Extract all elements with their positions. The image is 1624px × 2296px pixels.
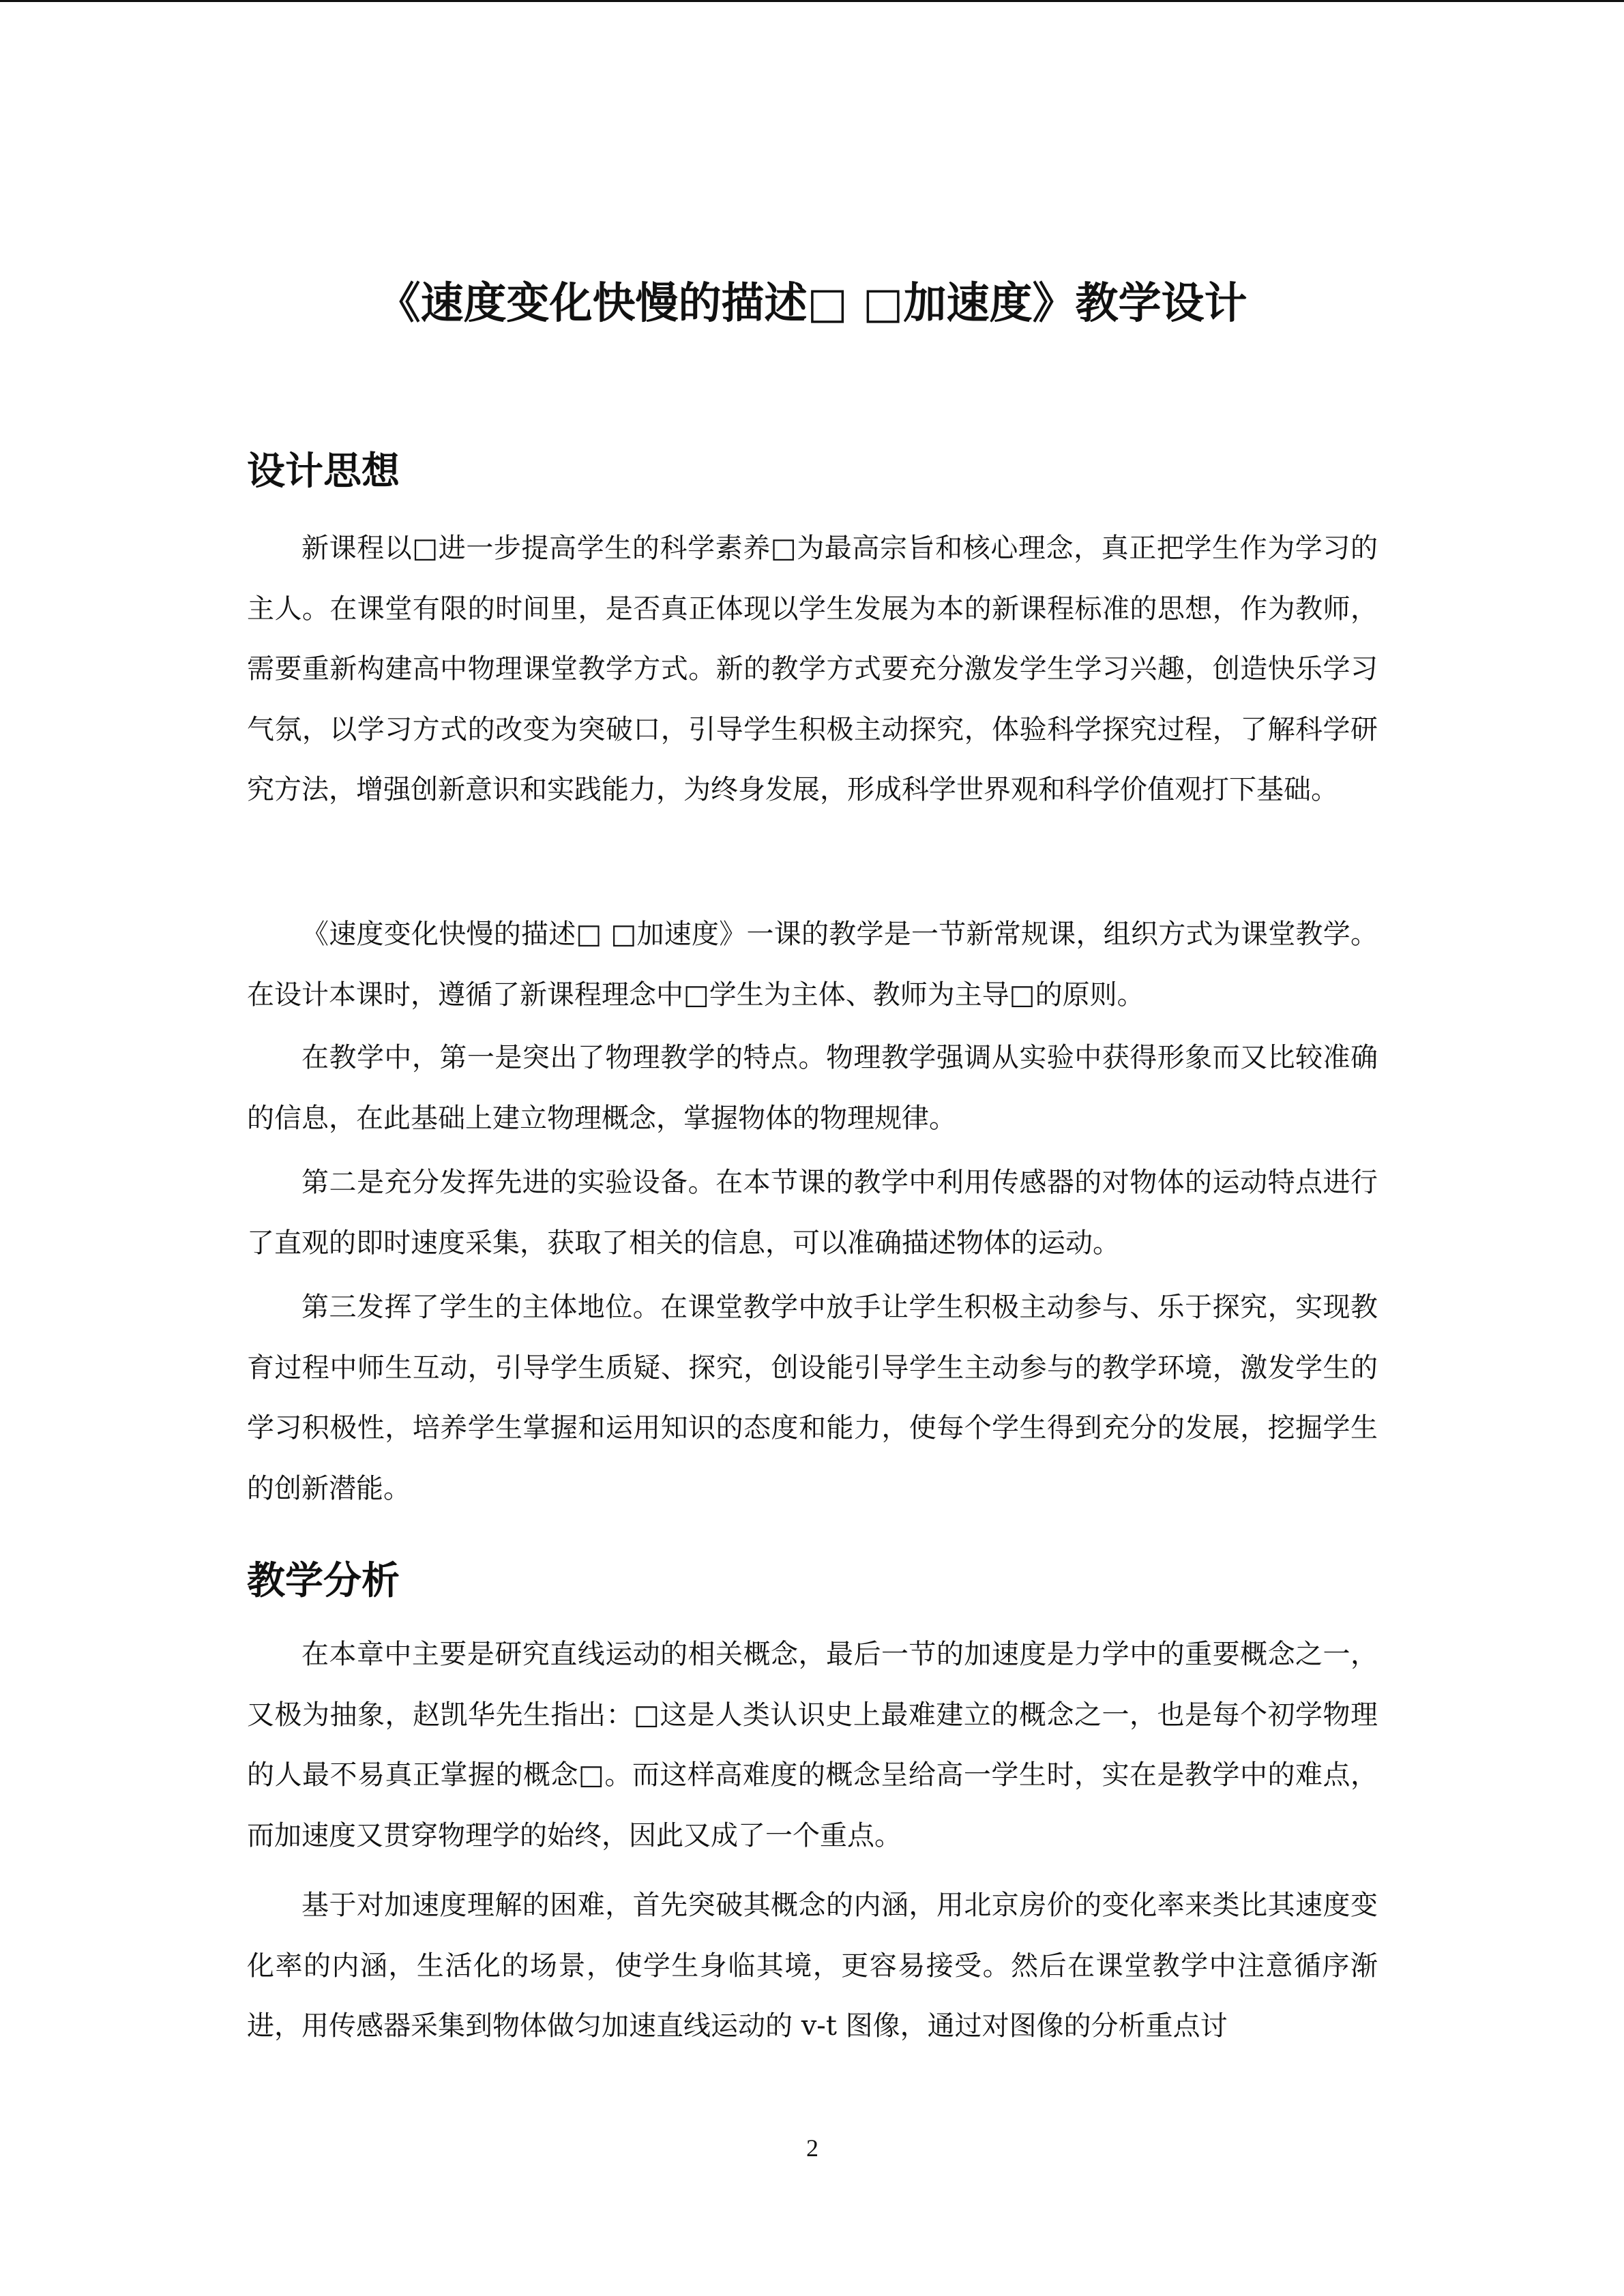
paragraph: 新课程以□进一步提高学生的科学素养□为最高宗旨和核心理念，真正把学生作为学习的主人。在课堂有限的时间里，是否真正体现以学生发展为本的新课程标准的思想，作为教师，需要重新构建高中物理课堂教学方式。新的教学方式要充分激发学生学习兴趣，创造快乐学习气氛，以学习方式的改变为突破口，引导学生积极主动探究，体验科学探究过程，了解科学研究方法，增强创新意识和实践能力，为终身发展，形成科学世界观和科学价值观打下基础。: [247, 533, 1378, 806]
paragraph: 《速度变化快慢的描述□ □加速度》一课的教学是一节新常规课，组织方式为课堂教学。在设计本课时，遵循了新课程理念中□学生为主体、教师为主导□的原则。: [247, 919, 1378, 1011]
page-number: 2: [806, 2134, 818, 2162]
paragraph: 第三发挥了学生的主体地位。在课堂教学中放手让学生积极主动参与、乐于探究，实现教育过程中师生互动，引导学生质疑、探究，创设能引导学生主动参与的教学环境，激发学生的学习积极性，培养学生掌握和运用知识的态度和能力，使每个学生得到充分的发展，挖掘学生的创新潜能。: [247, 1292, 1378, 1504]
top-border-line: [0, 0, 1624, 2]
paragraph: 在教学中，第一是突出了物理教学的特点。物理教学强调从实验中获得形象而又比较准确的信息，在此基础上建立物理概念，掌握物体的物理规律。: [247, 1042, 1378, 1134]
section-heading-teaching-analysis: 教学分析: [247, 1559, 400, 1603]
document-title: 《速度变化快慢的描述□ □加速度》教学设计: [377, 278, 1247, 328]
paragraph: 在本章中主要是研究直线运动的相关概念，最后一节的加速度是力学中的重要概念之一，又极为抽象，赵凯华先生指出：□这是人类认识史上最难建立的概念之一，也是每个初学物理的人最不易真正掌握的概念□。而这样高难度的概念呈给高一学生时，实在是教学中的难点，而加速度又贯穿物理学的始终，因此又成了一个重点。: [247, 1639, 1378, 1851]
section-heading-design-idea: 设计思想: [247, 449, 400, 494]
paragraph: 基于对加速度理解的困难，首先突破其概念的内涵，用北京房价的变化率来类比其速度变化率的内涵，生活化的场景，使学生身临其境，更容易接受。然后在课堂教学中注意循序渐进，用传感器采集到物体做匀加速直线运动的 v-t 图像，通过对图像的分析重点讨: [247, 1890, 1378, 2042]
paragraph: 第二是充分发挥先进的实验设备。在本节课的教学中利用传感器的对物体的运动特点进行了直观的即时速度采集，获取了相关的信息，可以准确描述物体的运动。: [247, 1167, 1378, 1259]
